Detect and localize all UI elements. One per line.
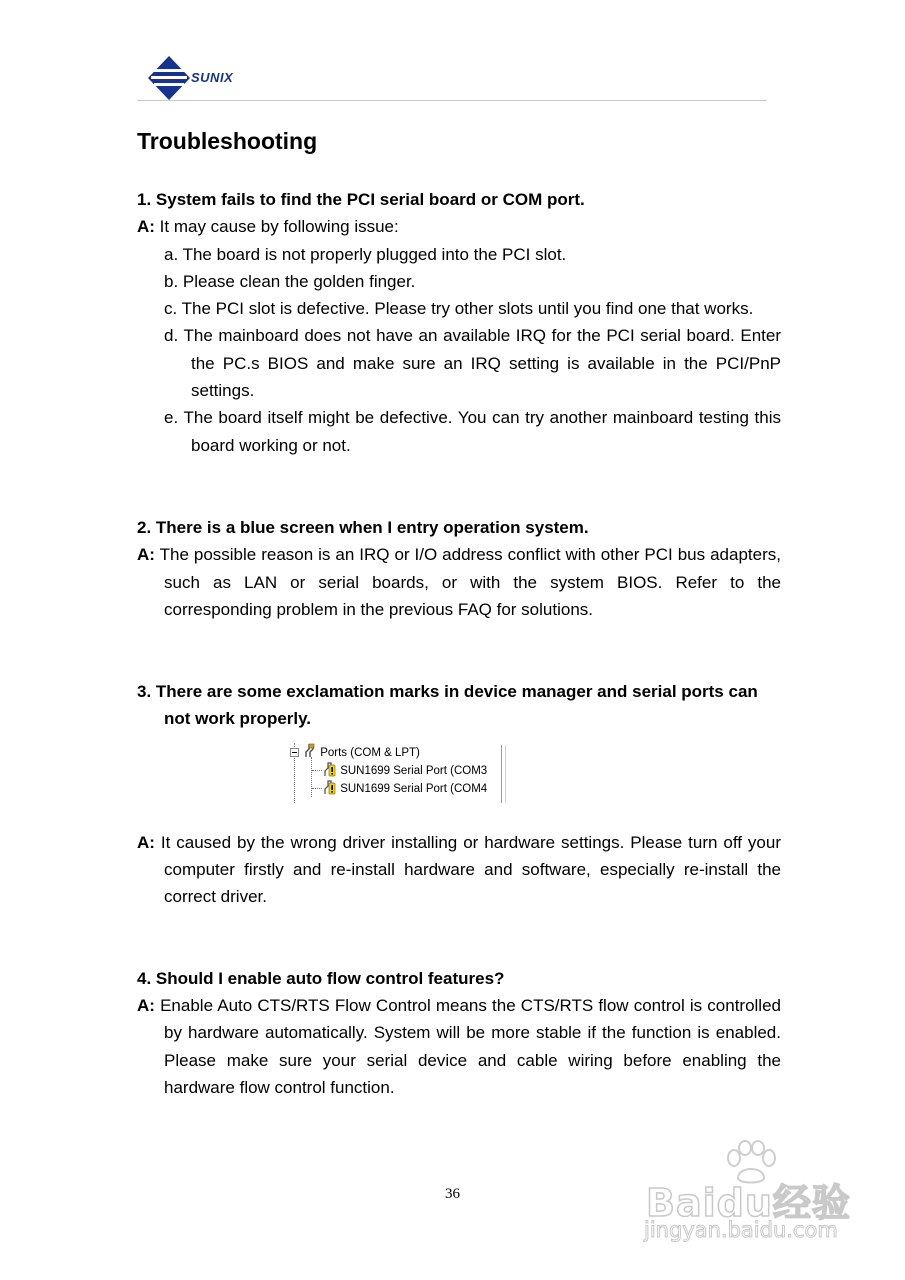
tree-item-com3[interactable]	[323, 761, 487, 780]
faq1-item-e: e. The board itself might be defective. You can try another mainboard testing this board working or not.	[164, 408, 781, 455]
faq1-item-c: c. The PCI slot is defective. Please try other slots until you find one that works.	[164, 299, 754, 319]
faq1-answer-label: A:	[137, 217, 155, 237]
device-manager-tree	[285, 743, 505, 803]
faq2-question: 2. There is a blue screen when I entry operation system.	[137, 517, 589, 537]
device-manager-screenshot	[137, 733, 781, 829]
faq2-answer	[137, 541, 781, 623]
page-number: 36	[445, 1186, 460, 1202]
faq-content	[137, 186, 781, 1101]
faq4-question: 4. Should I enable auto flow control features?	[137, 968, 505, 988]
faq4-answer-label: A:	[137, 995, 155, 1015]
watermark-url: jingyan.baidu.com	[644, 1218, 838, 1242]
com3-port-label: SUN1699 Serial Port (COM3	[340, 764, 488, 777]
faq1-item-b: b. Please clean the golden finger.	[164, 271, 416, 291]
header-divider	[137, 100, 767, 101]
watermark-main-text: Baidu经验	[646, 1181, 851, 1225]
baidu-watermark	[638, 1136, 868, 1276]
faq3-answer	[137, 829, 781, 911]
faq2-answer-label: A:	[137, 545, 155, 565]
faq1-answer-lead: It may cause by following issue:	[154, 217, 399, 237]
faq3-answer-text: It caused by the wrong driver installing or hardware settings. Please turn off your computer firstly and re-install hardware and software, especially re-install the correct driver.	[154, 832, 781, 907]
faq1-answer	[137, 213, 781, 240]
faq1-item-d: d. The mainboard does not have an available IRQ for the PCI serial board. Enter the PC.s BIOS and make sure an IRQ setting is available in the PCI/PnP settings.	[164, 326, 781, 401]
tree-item-ports[interactable]	[303, 743, 420, 762]
faq2-answer-text: The possible reason is an IRQ or I/O address conflict with other PCI bus adapters, such as LAN or serial boards, or with the system BIOS. Refer to the corresponding problem in the previous FAQ for solutions.	[154, 545, 781, 619]
faq3-question: 3. There are some exclamation marks in device manager and serial ports can not work properly.	[137, 682, 758, 729]
warning-port-icon	[323, 779, 337, 795]
faq1-question: 1. System fails to find the PCI serial board or COM port.	[137, 190, 585, 209]
faq4-answer-text: Enable Auto CTS/RTS Flow Control means the CTS/RTS flow control is controlled by hardware automatically. System will be more stable if the function is enabled. Please make sure your serial device and cable wiring before enabling the hardware flow control function.	[154, 995, 781, 1097]
sunix-logo	[148, 56, 258, 100]
brand-name: SUNIX	[191, 70, 234, 85]
com4-port-label: SUN1699 Serial Port (COM4	[340, 782, 488, 795]
collapse-toggle-icon[interactable]	[290, 748, 299, 757]
ports-category-label: Ports (COM & LPT)	[320, 746, 420, 759]
tree-scrollbar[interactable]	[501, 745, 506, 803]
faq4-answer	[137, 992, 781, 1101]
faq1-item-a: a. The board is not properly plugged into the PCI slot.	[164, 244, 567, 264]
faq3-answer-label: A:	[137, 832, 155, 852]
faq1-issue-list	[137, 241, 781, 459]
port-connector-icon	[303, 743, 317, 759]
page-title: Troubleshooting	[137, 128, 318, 154]
warning-port-icon	[323, 761, 337, 777]
sunix-logo-icon	[148, 56, 190, 100]
tree-item-com4[interactable]	[323, 779, 487, 798]
